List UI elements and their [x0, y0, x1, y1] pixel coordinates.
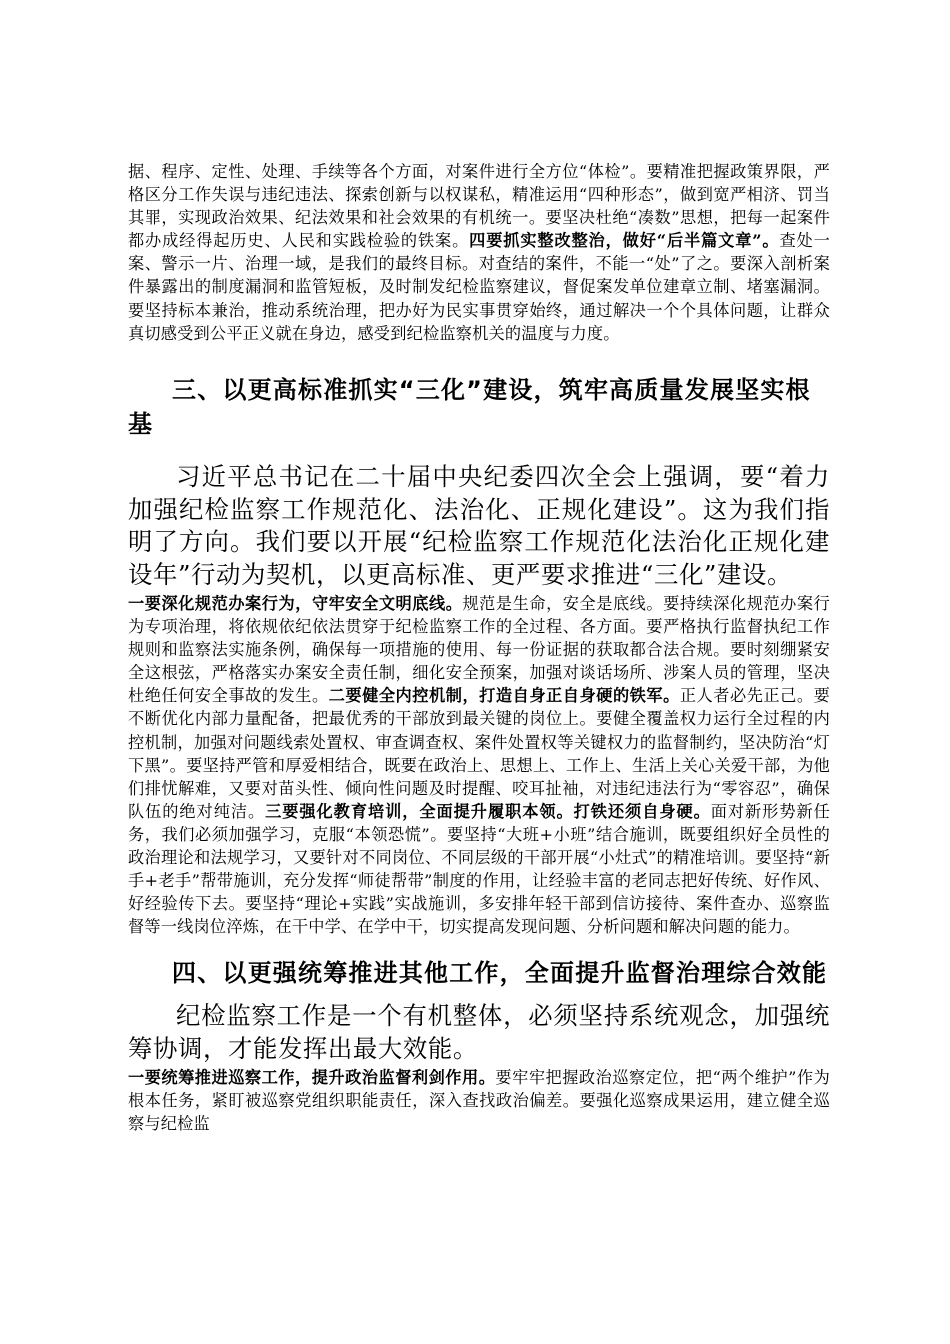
document-page [128, 160, 830, 1135]
section-four-point-one: 一要统筹推进巡察工作，提升政治监督利剑作用。 [128, 1067, 496, 1087]
section-four-intro: 纪检监察工作是一个有机整体，必须坚持系统观念，加强统筹协调，才能发挥出最大效能。 [128, 1001, 830, 1064]
section-heading-three: 三、以更高标准抓实“三化”建设，筑牢高质量发展坚实根基 [128, 375, 811, 438]
section-four-body [128, 1066, 830, 1135]
para1-text-a: 据、程序、定性、处理、手续等各个方面，对案件进行全方位“体检”。要精准把握政策界限，严格区分工作失误与违纪违法、探索创新与以权谋私，精准运用“四种形态”，做到宽严相济、罚当其罪，实现政治效果、纪法效果和社会效果的有机统一。要坚决杜绝“凑数”思想，把每一起案件都办成经得起历史、人民和实践检验的铁案。 [128, 162, 830, 251]
section-three-text-two: 正人者必先正己。要不断优化内部力量配备，把最优秀的干部放到最关键的岗位上。要健全覆盖权力运行全过程的内控机制，加强对问题线索处置权、审查调查权、案件处置权等关键权力的监督制约，坚决防治“灯下黑”。要坚持严管和厚爱相结合，既要在政治上、思想上、工作上、生活上关心关爱干部，为他们排忧解难，又要对苗头性、倾向性问题及时提醒、咬耳扯袖，对违纪违法行为“零容忍”，确保队伍的绝对纯洁。 [128, 686, 830, 821]
section-three-text-three: 面对新形势新任务，我们必须加强学习，克服“本领恐慌”。要坚持“大班+小班”结合施训，既要组织好全员性的政治理论和法规学习，又要针对不同岗位、不同层级的干部开展“小灶式”的精准培训。要坚持“新手+老手”帮带施训，充分发挥“师徒帮带”制度的作用，让经验丰富的老同志把好传统、好作风、好经验传下去。要坚持“理论+实践”实战施训，多安排年轻干部到信访接待、案件查办、巡察监督等一线岗位淬炼，在干中学、在学中干，切实提高发现问题、分析问题和解决问题的能力。 [128, 801, 830, 937]
section-three-point-one: 一要深化规范办案行为，守牢安全文明底线。 [128, 593, 463, 613]
para1-text-c: 查处一案、警示一片、治理一域，是我们的最终目标。对查结的案件，不能一“处”了之。要深入剖析案件暴露出的制度漏洞和监管短板，及时制发纪检监察建议，督促案发单位建章立制、堵塞漏洞。要坚持标本兼治，推动系统治理，把办好为民实事贯穿始终，通过解决一个个具体问题，让群众真切感受到公平正义就在身边，感受到纪检监察机关的温度与力度。 [128, 231, 831, 343]
section-three-point-two: 二要健全内控机制，打造自身正自身硬的铁军。 [328, 686, 680, 706]
section-three-intro: 习近平总书记在二十届中央纪委四次全会上强调，要“着力加强纪检监察工作规范化、法治化、正规化建设”。这为我们指明了方向。我们要以开展“纪检监察工作规范化法治化正规化建设年”行动为契机，以更高标准、更严要求推进“三化”建设。 [128, 461, 830, 590]
paragraph-continuation [128, 160, 830, 345]
para1-bold-point-four: 四要抓实整改整治，做好“后半篇文章”。 [469, 231, 780, 251]
section-four-text-one: 要牢牢把握政治巡察定位，把“两个维护”作为根本任务，紧盯被巡察党组织职能责任，深入查找政治偏差。要强化巡察成果运用，建立健全巡察与纪检监 [128, 1067, 830, 1134]
section-three-point-three: 三要强化教育培训，全面提升履职本领。打铁还须自身硬。 [265, 801, 711, 821]
section-three-text-one: 规范是生命，安全是底线。要持续深化规范办案行为专项治理，将依规依纪依法贯穿于纪检监察工作的全过程、各方面。要严格执行监督执纪工作规则和监察法实施条例，确保每一项措施的使用、每一份证据的获取都合法合规。要时刻绷紧安全这根弦，严格落实办案安全责任制，细化安全预案，加强对谈话场所、涉案人员的管理，坚决杜绝任何安全事故的发生。 [128, 593, 831, 706]
section-heading-four: 四、以更强统筹推进其他工作，全面提升监督治理综合效能 [172, 959, 828, 988]
section-three-body [128, 592, 830, 938]
